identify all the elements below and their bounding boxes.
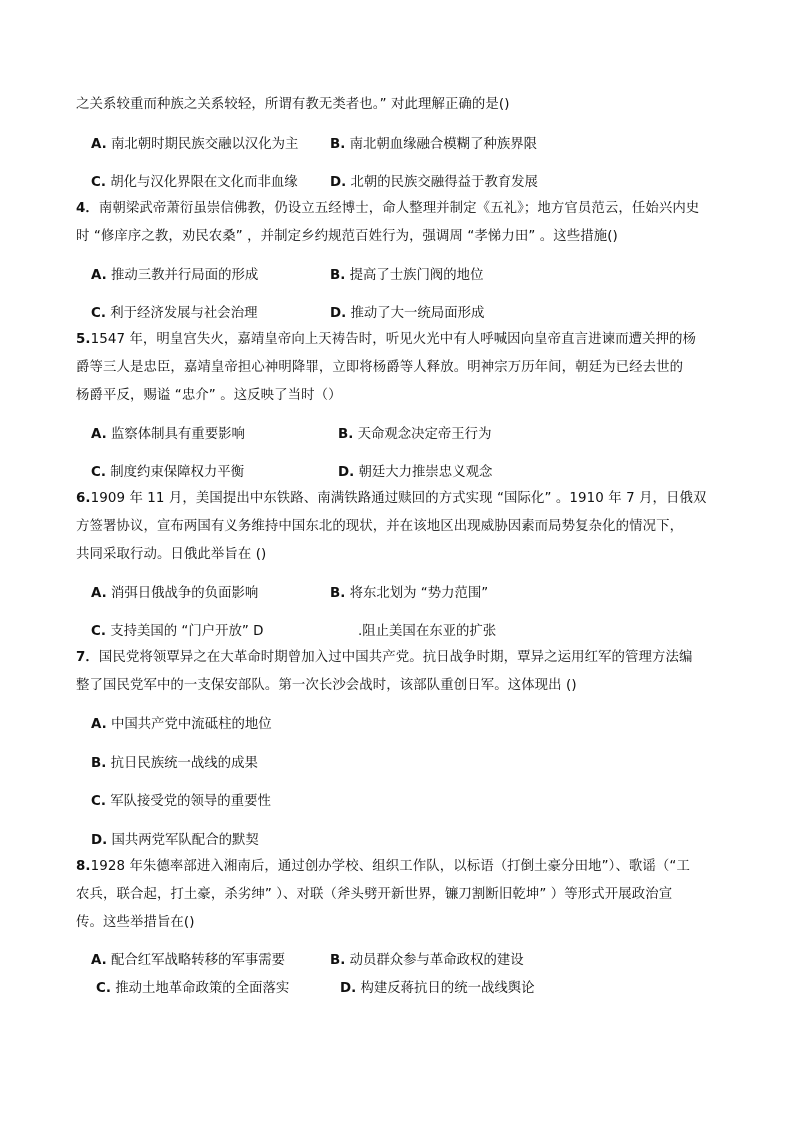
q6-stem-line-3: 共同采取行动。日俄此举旨在 (): [76, 547, 267, 562]
q4-option-c[interactable]: C. 利于经济发展与社会治理: [91, 306, 258, 321]
q6-option-b[interactable]: B. 将东北划为 “势力范围”: [330, 586, 489, 601]
q3-option-b[interactable]: B. 南北朝血缘融合模糊了种族界限: [330, 137, 538, 152]
q3-option-c[interactable]: C. 胡化与汉化界限在文化而非血缘: [91, 175, 298, 190]
q8-stem-line-3: 传。这些举措旨在(): [76, 915, 195, 930]
q5-option-b[interactable]: B. 天命观念决定帝王行为: [338, 427, 492, 442]
q7-option-b[interactable]: B. 抗日民族统一战线的成果: [91, 756, 258, 771]
q4-stem-line-1: 4．南朝梁武帝萧衍虽崇信佛教，仍设立五经博士，命人整理并制定《五礼》；地方官员范云，任始兴内史: [76, 201, 700, 216]
q5-option-c[interactable]: C. 制度约束保障权力平衡: [91, 465, 245, 480]
q8-stem-line-1: 8.1928 年朱德率部进入湘南后，通过创办学校、组织工作队，以标语（打倒土豪分田地”）、歌谣（“工: [76, 859, 690, 874]
q6-option-a[interactable]: A. 消弭日俄战争的负面影响: [91, 586, 259, 601]
q4-stem-line-2: 时 “修庠序之教，劝民农桑” ，并制定乡约规范百姓行为，强调周 “孝悌力田” 。这些措施(): [76, 229, 618, 244]
q5-stem-line-3: 杨爵平反，赐谥 “忠介” 。这反映了当时（）: [76, 388, 342, 403]
q5-stem-line-1: 5.1547 年，明皇宫失火，嘉靖皇帝向上天祷告时，听见火光中有人呼喊因向皇帝直言进谏而遭关押的杨: [76, 332, 697, 347]
q3-text-line: 之关系较重而种族之关系较轻，所谓有教无类者也。” 对此理解正确的是(): [76, 97, 510, 112]
q7-stem-line-2: 整了国民党军中的一支保安部队。第一次长沙会战时，该部队重创日军。这体现出 (): [76, 678, 577, 693]
q6-stem-line-1: 6.1909 年 11 月，美国提出中东铁路、南满铁路通过赎回的方式实现 “国际化” 。1910 年 7 月，日俄双: [76, 491, 707, 506]
q7-stem-line-1: 7．国民党将领覃异之在大革命时期曾加入过中国共产党。抗日战争时期，覃异之运用红军的管理方法编: [76, 650, 693, 665]
q8-option-d[interactable]: D. 构建反蒋抗日的统一战线舆论: [340, 981, 535, 996]
q4-option-d[interactable]: D. 推动了大一统局面形成: [330, 306, 485, 321]
q7-option-c[interactable]: C. 军队接受党的领导的重要性: [91, 794, 271, 809]
q6-option-d[interactable]: .阻止美国在东亚的扩张: [358, 624, 497, 639]
q5-stem-line-2: 爵等三人是忠臣，嘉靖皇帝担心神明降罪，立即将杨爵等人释放。明神宗万历年间，朝廷为已经去世的: [76, 360, 684, 375]
q3-option-d[interactable]: D. 北朝的民族交融得益于教育发展: [330, 175, 538, 190]
q5-option-d[interactable]: D. 朝廷大力推崇忠义观念: [338, 465, 493, 480]
q8-option-b[interactable]: B. 动员群众参与革命政权的建设: [330, 953, 524, 968]
q4-option-a[interactable]: A. 推动三教并行局面的形成: [91, 268, 259, 283]
q7-option-a[interactable]: A. 中国共产党中流砥柱的地位: [91, 717, 272, 732]
q3-option-a[interactable]: A. 南北朝时期民族交融以汉化为主: [91, 137, 299, 152]
q6-stem-line-2: 方签署协议，宣布两国有义务维持中国东北的现状，并在该地区出现威胁因素而局势复杂化的情况下，: [76, 519, 684, 534]
q8-option-a[interactable]: A. 配合红军战略转移的军事需要: [91, 953, 286, 968]
q7-option-d[interactable]: D. 国共两党军队配合的默契: [91, 833, 259, 848]
q8-stem-line-2: 农兵，联合起，打土豪，杀劣绅” ）、对联（斧头劈开新世界，镰刀割断旧乾坤” ）等形式开展政治宣: [76, 887, 673, 902]
q4-option-b[interactable]: B. 提高了士族门阀的地位: [330, 268, 484, 283]
q5-option-a[interactable]: A. 监察体制具有重要影响: [91, 427, 245, 442]
q8-option-c[interactable]: C. 推动土地革命政策的全面落实: [96, 981, 290, 996]
q6-option-c[interactable]: C. 支持美国的 “门户开放” D: [91, 624, 264, 639]
